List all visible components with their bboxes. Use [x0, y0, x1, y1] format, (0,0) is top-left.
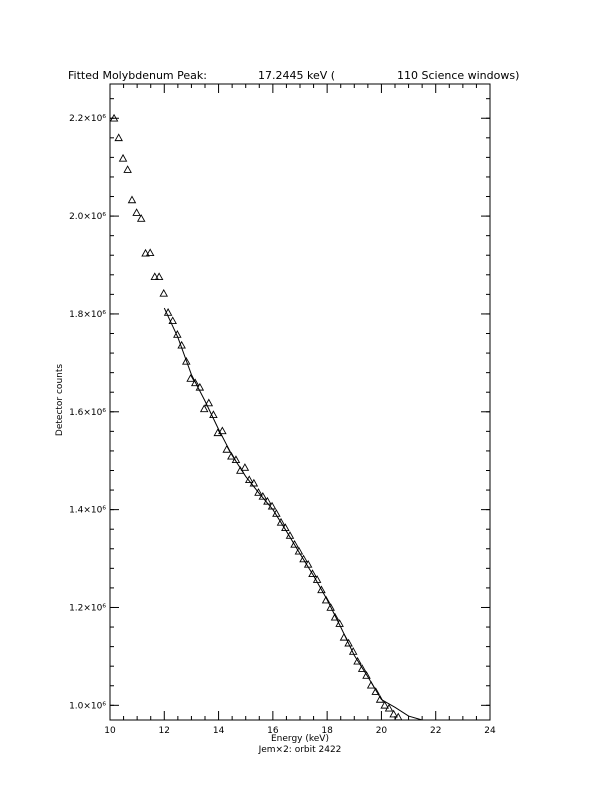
chart-title-right: 110 Science windows) [397, 69, 520, 82]
x-tick-label: 20 [375, 726, 388, 736]
y-tick-label: 2.0×10⁶ [69, 212, 106, 223]
y-tick-label: 1.4×10⁶ [69, 505, 106, 516]
data-point [115, 134, 122, 140]
x-tick-label: 16 [267, 726, 279, 736]
data-point [124, 166, 131, 172]
fit-line [164, 308, 490, 720]
y-tick-label: 1.2×10⁶ [69, 603, 106, 614]
plot-frame [110, 84, 490, 720]
data-point [241, 464, 248, 470]
fit-line-group [164, 308, 490, 720]
y-tick-label: 2.2×10⁶ [69, 114, 106, 125]
x-tick-label: 12 [158, 726, 171, 736]
x-tick-label: 22 [429, 726, 442, 736]
data-point [133, 209, 140, 215]
data-point [160, 290, 167, 296]
data-point [128, 196, 135, 202]
x-axis-label: Energy (keV) [271, 734, 329, 744]
chart-title-mid: 17.2445 keV ( [258, 69, 336, 82]
x-tick-label: 24 [484, 726, 496, 736]
y-tick-label: 1.6×10⁶ [69, 407, 106, 418]
y-tick-label: 1.0×10⁶ [69, 701, 106, 712]
x-axis-subtitle: Jem×2: orbit 2422 [258, 745, 342, 755]
y-axis-label: Detector counts [55, 363, 65, 437]
y-tick-label: 1.8×10⁶ [69, 309, 106, 320]
chart-title-left: Fitted Molybdenum Peak: [68, 69, 207, 82]
data-points [111, 115, 402, 720]
x-tick-label: 18 [321, 726, 333, 736]
data-point [201, 405, 208, 411]
x-tick-label: 10 [104, 726, 116, 736]
y-axis-ticks [69, 99, 490, 712]
data-point [120, 155, 127, 161]
data-point [147, 249, 154, 255]
x-tick-label: 14 [212, 726, 225, 736]
data-point [138, 215, 145, 221]
x-axis-ticks [104, 84, 496, 736]
data-point [390, 711, 397, 717]
